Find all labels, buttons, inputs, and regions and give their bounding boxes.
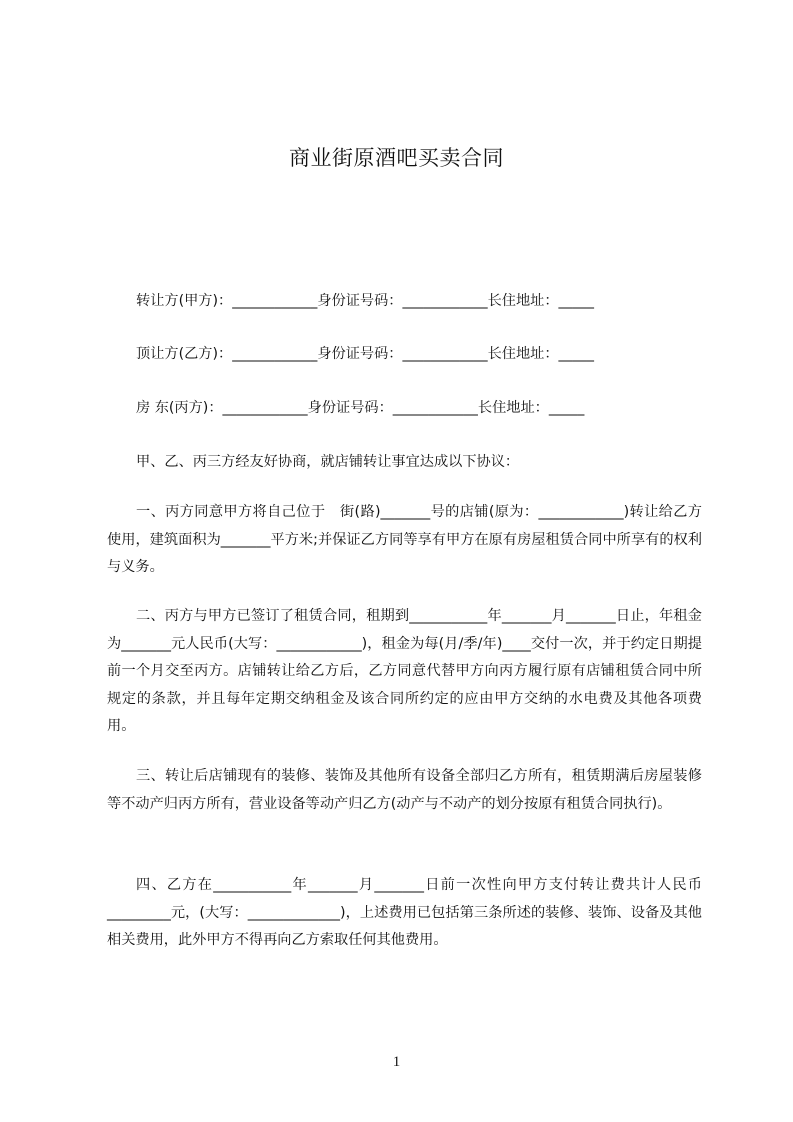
document-title: 商业街原酒吧买卖合同	[289, 146, 504, 170]
party-b-line: 顶让方(乙方)：____________身份证号码：____________长住地址：_____	[136, 346, 594, 362]
party-a-line: 转让方(甲方)：____________身份证号码：____________长住地址：_____	[136, 293, 594, 309]
agreement-intro: 甲、乙、丙三方经友好协商，就店铺转让事宜达成以下协议：	[136, 454, 520, 470]
clause-2: 二、丙方与甲方已签订了租赁合同，租期到___________年_______月_______日止，年租金为_______元人民币(大写：____________)，租金为每(月/季/年)____交付一次，并于约定日期提前一个月交至丙方。店铺转让给乙方后，乙方同意代替甲方向丙方履行原有店铺租赁合同中所规定的条款，并且每年定期交纳租金及该合同所约定的应由甲方交纳的水电费及其他各项费用。	[107, 608, 702, 734]
clause-3: 三、转让后店铺现有的装修、装饰及其他所有设备全部归乙方所有，租赁期满后房屋装修等不动产归丙方所有，营业设备等动产归乙方(动产与不动产的划分按原有租赁合同执行)。	[107, 768, 702, 812]
clause-4: 四、乙方在___________年_______月_______日前一次性向甲方支付转让费共计人民币_________元，(大写：_____________)，上述费用已包括第三条所述的装修、装饰、设备及其他相关费用，此外甲方不得再向乙方索取任何其他费用。	[107, 877, 702, 948]
clause-1: 一、丙方同意甲方将自己位于 街(路)_______号的店铺(原为：____________)转让给乙方使用，建筑面积为_______平方米;并保证乙方同等享有甲方在原有房屋租赁合同中所享有的权利与义务。	[107, 504, 702, 575]
party-c-line: 房 东(丙方)：____________身份证号码：____________长住地址：_____	[136, 400, 585, 416]
page-number: 1	[392, 1054, 401, 1070]
